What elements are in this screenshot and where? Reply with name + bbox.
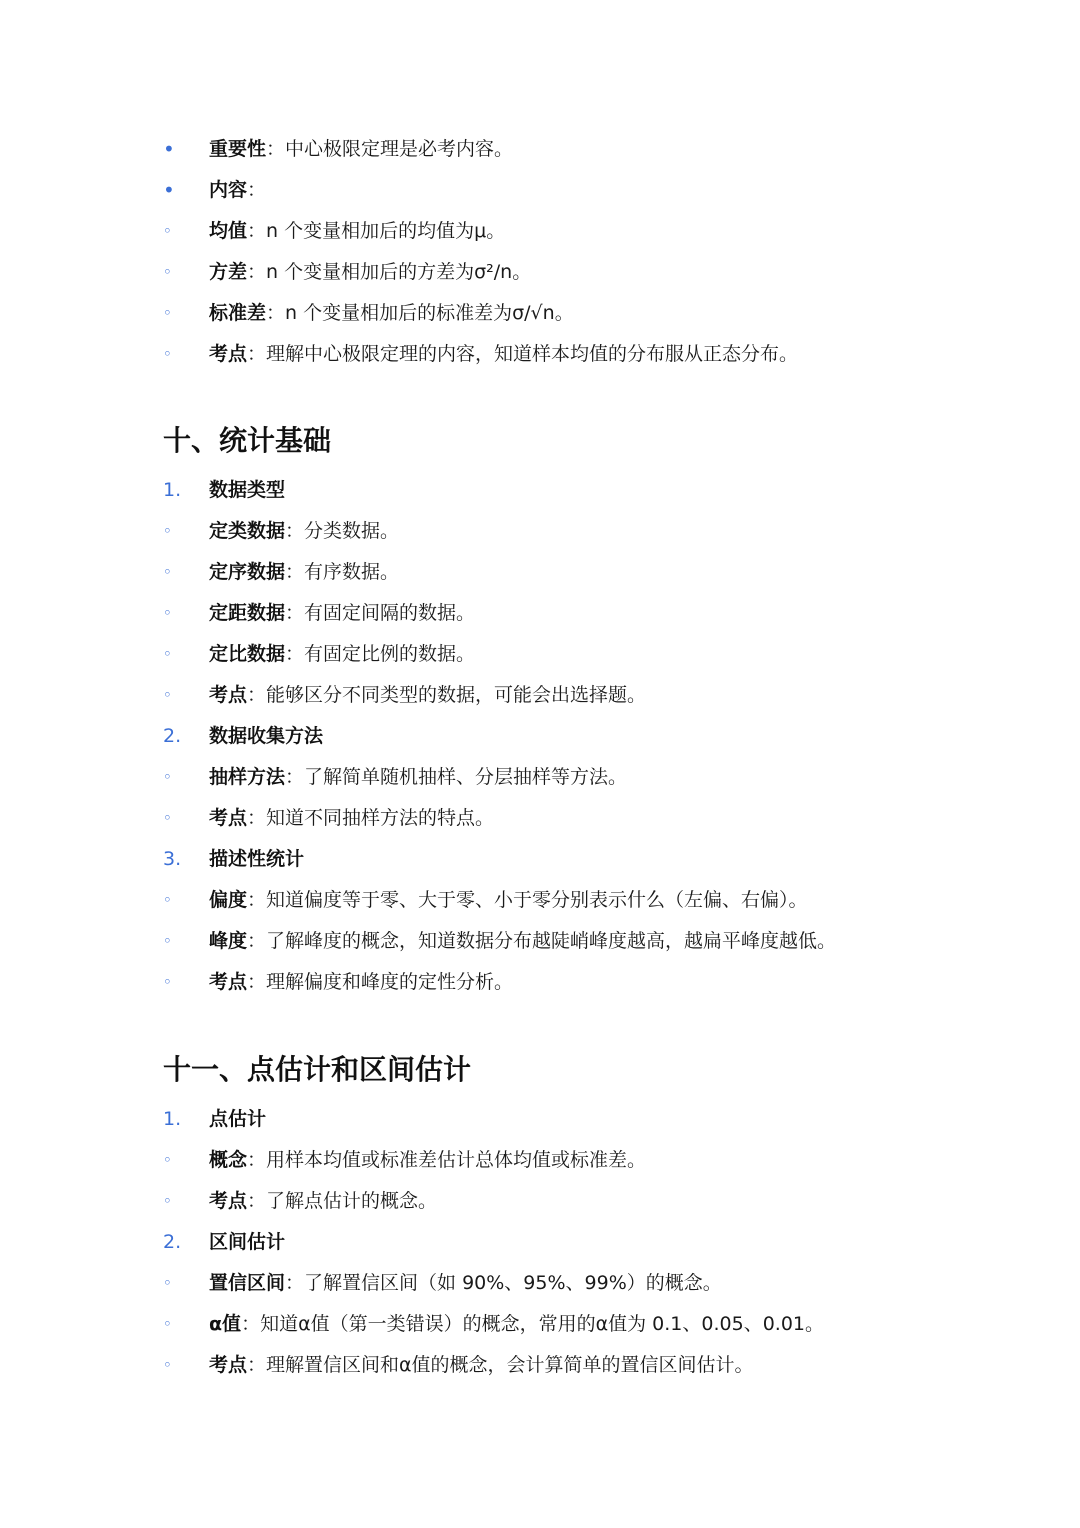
item-text: 用样本均值或标准差估计总体均值或标准差。 (266, 1149, 647, 1171)
item-term: 考点 (209, 343, 248, 365)
item-term: 抽样方法 (209, 766, 286, 788)
circle-marker: ◦ (163, 1356, 172, 1374)
item-text: 了解点估计的概念。 (266, 1190, 438, 1212)
item-text: 中心极限定理是必考内容。 (285, 138, 514, 160)
circle-marker: ◦ (163, 522, 172, 540)
item-term: 重要性 (209, 138, 267, 160)
circle-marker: ◦ (163, 973, 172, 991)
item-term: 考点 (209, 971, 248, 993)
list-item (0, 1181, 1080, 1222)
list-item (0, 129, 1080, 170)
item-text: 知道不同抽样方法的特点。 (266, 807, 495, 829)
item-text: 分类数据。 (304, 520, 400, 542)
list-item (0, 757, 1080, 798)
item-term: 定序数据 (209, 561, 286, 583)
item-text: 能够区分不同类型的数据，可能会出选择题。 (266, 684, 647, 706)
circle-marker: ◦ (163, 809, 172, 827)
item-text: n 个变量相加后的方差为σ²/n。 (266, 261, 532, 283)
item-term: 考点 (209, 1190, 248, 1212)
number-marker: 1. (163, 1108, 182, 1130)
item-text: 知道偏度等于零、大于零、小于零分别表示什么（左偏、右偏）。 (266, 889, 808, 911)
list-item (0, 170, 1080, 211)
circle-marker: ◦ (163, 891, 172, 909)
list-item (0, 1304, 1080, 1345)
circle-marker: ◦ (163, 222, 172, 240)
item-separator: ： (247, 889, 267, 911)
item-term: 置信区间 (209, 1272, 286, 1294)
item-separator: ： (247, 971, 267, 993)
number-marker: 2. (163, 1231, 182, 1253)
circle-marker: ◦ (163, 263, 172, 281)
circle-marker: ◦ (163, 563, 172, 581)
list-item (0, 962, 1080, 1003)
list-item (0, 211, 1080, 252)
list-item (0, 1140, 1080, 1181)
list-item (0, 552, 1080, 593)
circle-marker: ◦ (163, 1274, 172, 1292)
item-term: 描述性统计 (209, 848, 305, 870)
item-separator: ： (247, 343, 267, 365)
item-term: 考点 (209, 684, 248, 706)
item-text: 理解置信区间和α值的概念，会计算简单的置信区间估计。 (266, 1354, 754, 1376)
list-item (0, 675, 1080, 716)
item-separator: ： (241, 1313, 261, 1335)
item-text: n 个变量相加后的均值为μ。 (266, 220, 506, 242)
item-separator: ： (285, 561, 305, 583)
list-item (0, 593, 1080, 634)
item-term: 偏度 (209, 889, 248, 911)
item-separator: ： (285, 520, 305, 542)
item-term: 数据类型 (209, 479, 286, 501)
number-marker: 1. (163, 479, 182, 501)
item-term: 内容 (209, 179, 248, 201)
item-text: n 个变量相加后的标准差为σ/√n。 (285, 302, 574, 324)
circle-marker: ◦ (163, 645, 172, 663)
item-text: 有固定间隔的数据。 (304, 602, 476, 624)
list-item (0, 716, 1080, 757)
item-separator: ： (285, 602, 305, 624)
item-term: 定距数据 (209, 602, 286, 624)
item-separator: ： (247, 220, 267, 242)
item-term: 定类数据 (209, 520, 286, 542)
number-marker: 3. (163, 848, 182, 870)
circle-marker: ◦ (163, 768, 172, 786)
circle-marker: ◦ (163, 1315, 172, 1333)
list-item (0, 252, 1080, 293)
item-term: 数据收集方法 (209, 725, 324, 747)
list-item (0, 293, 1080, 334)
item-text: 了解简单随机抽样、分层抽样等方法。 (304, 766, 628, 788)
circle-marker: ◦ (163, 304, 172, 322)
item-term: 峰度 (209, 930, 248, 952)
item-separator: ： (247, 684, 267, 706)
item-separator: ： (247, 1354, 267, 1376)
item-separator: ： (247, 261, 267, 283)
item-term: 标准差 (209, 302, 267, 324)
item-separator: ： (247, 930, 267, 952)
item-separator: ： (247, 1190, 267, 1212)
item-text: 理解中心极限定理的内容，知道样本均值的分布服从正态分布。 (266, 343, 799, 365)
bullet-marker: • (163, 178, 175, 202)
item-text: 了解峰度的概念，知道数据分布越陡峭峰度越高，越扁平峰度越低。 (266, 930, 837, 952)
list-item (0, 880, 1080, 921)
item-term: 均值 (209, 220, 248, 242)
item-separator: ： (247, 807, 267, 829)
item-term: 点估计 (209, 1108, 267, 1130)
item-text: 有序数据。 (304, 561, 400, 583)
item-text: 理解偏度和峰度的定性分析。 (266, 971, 514, 993)
circle-marker: ◦ (163, 1151, 172, 1169)
item-term: 定比数据 (209, 643, 286, 665)
item-text: 了解置信区间（如 90%、95%、99%）的概念。 (304, 1272, 722, 1294)
item-separator: ： (266, 302, 286, 324)
list-item (0, 1099, 1080, 1140)
item-term: α值 (209, 1313, 242, 1335)
item-separator: ： (285, 643, 305, 665)
list-item (0, 1263, 1080, 1304)
section-heading: 十一、点估计和区间估计 (163, 1053, 472, 1086)
circle-marker: ◦ (163, 604, 172, 622)
item-term: 区间估计 (209, 1231, 286, 1253)
list-item (0, 798, 1080, 839)
item-separator: ： (285, 766, 305, 788)
number-marker: 2. (163, 725, 182, 747)
item-separator: ： (247, 1149, 267, 1171)
circle-marker: ◦ (163, 1192, 172, 1210)
list-item (0, 334, 1080, 375)
list-item (0, 1345, 1080, 1386)
item-term: 考点 (209, 1354, 248, 1376)
list-item (0, 634, 1080, 675)
item-text: 有固定比例的数据。 (304, 643, 476, 665)
item-term: 考点 (209, 807, 248, 829)
item-separator: ： (247, 179, 267, 201)
circle-marker: ◦ (163, 686, 172, 704)
list-item (0, 921, 1080, 962)
list-item (0, 470, 1080, 511)
item-text: 知道α值（第一类错误）的概念，常用的α值为 0.1、0.05、0.01。 (260, 1313, 824, 1335)
list-item (0, 511, 1080, 552)
section-heading: 十、统计基础 (163, 424, 332, 457)
list-item (0, 839, 1080, 880)
circle-marker: ◦ (163, 932, 172, 950)
bullet-marker: • (163, 137, 175, 161)
item-separator: ： (266, 138, 286, 160)
item-term: 方差 (209, 261, 248, 283)
item-term: 概念 (209, 1149, 248, 1171)
circle-marker: ◦ (163, 345, 172, 363)
list-item (0, 1222, 1080, 1263)
item-separator: ： (285, 1272, 305, 1294)
